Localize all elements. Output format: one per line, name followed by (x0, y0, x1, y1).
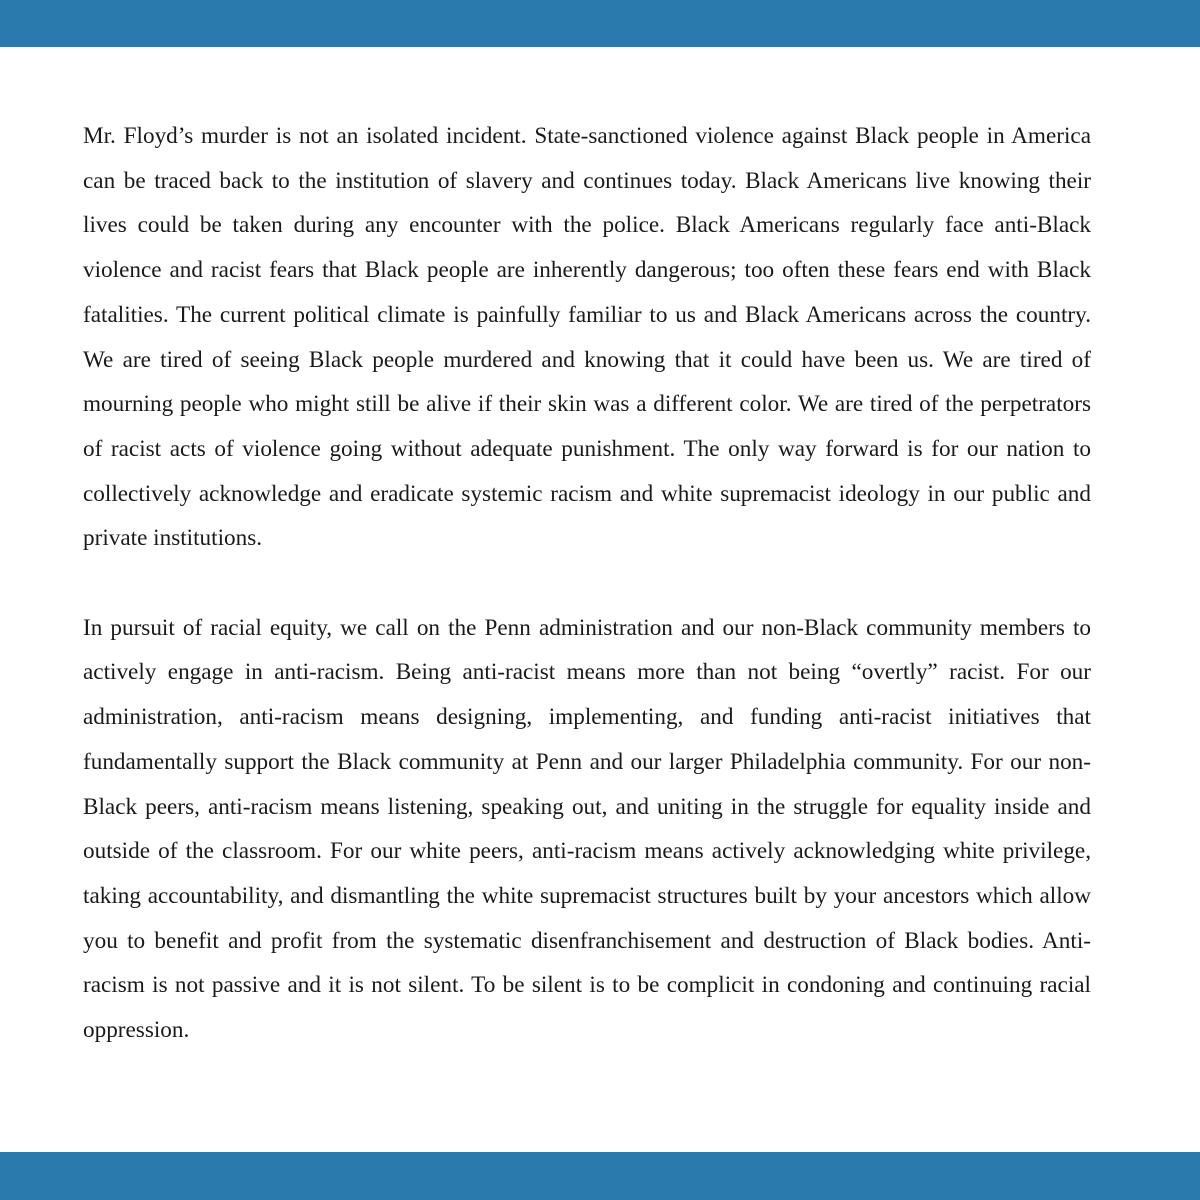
top-accent-band (0, 0, 1200, 47)
paragraph-2: In pursuit of racial equity, we call on the Penn administration and our non-Black community members to actively engage in anti-racism. Being anti-racist means more than not being “overtly” racist. For our administration, anti-racism means designing, implementing, and funding anti-racist initiatives that fundamentally support the Black community at Penn and our larger Philadelphia community. For our non-Black peers, anti-racism means listening, speaking out, and uniting in the struggle for equality inside and outside of the classroom. For our white peers, anti-racism means actively acknowledging white privilege, taking accountability, and dismantling the white supremacist structures built by your ancestors which allow you to benefit and profit from the systematic disenfranchisement and destruction of Black bodies. Anti-racism is not passive and it is not silent. To be silent is to be complicit in condoning and continuing racial oppression. (83, 614, 1091, 1044)
bottom-accent-band (0, 1152, 1200, 1200)
document-body (83, 114, 1091, 1053)
paragraph-1: Mr. Floyd’s murder is not an isolated incident. State-sanctioned violence against Black people in America can be traced back to the institution of slavery and continues today. Black Americans live knowing their lives could be taken during any encounter with the police. Black Americans regularly face anti-Black violence and racist fears that Black people are inherently dangerous; too often these fears end with Black fatalities. The current political climate is painfully familiar to us and Black Americans across the country. We are tired of seeing Black people murdered and knowing that it could have been us. We are tired of mourning people who might still be alive if their skin was a different color. We are tired of the perpetrators of racist acts of violence going without adequate punishment. The only way forward is for our nation to collectively acknowledge and eradicate systemic racism and white supremacist ideology in our public and private institutions. (83, 123, 1091, 552)
